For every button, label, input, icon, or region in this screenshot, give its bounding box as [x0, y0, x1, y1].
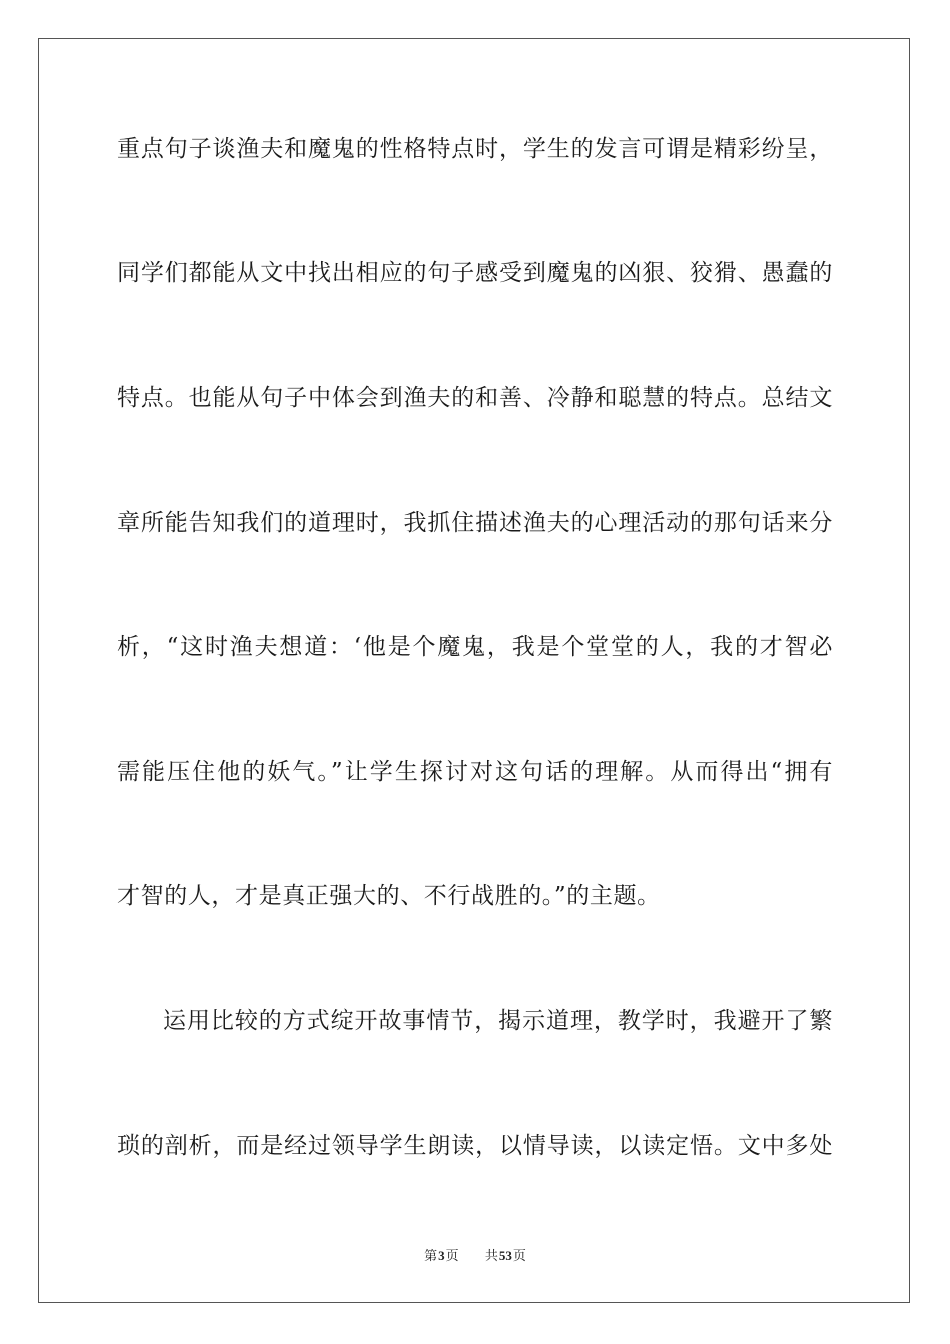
- page-number: 3: [438, 1248, 445, 1263]
- page-frame: [38, 38, 910, 1303]
- text-line-9: 琐的剖析，而是经过领导学生朗读，以情导读，以读定悟。文中多处: [117, 1133, 833, 1159]
- text-line-1: 重点句子谈渔夫和魔鬼的性格特点时，学生的发言可谓是精彩纷呈，: [117, 136, 833, 162]
- page-prefix: 第: [424, 1249, 438, 1264]
- text-line-6: 需能压住他的妖气。”让学生探讨对这句话的理解。从而得出“拥有: [117, 759, 833, 785]
- total-prefix: 共: [484, 1249, 498, 1264]
- text-line-7: 才智的人，才是真正强大的、不行战胜的。”的主题。: [117, 883, 661, 909]
- total-suffix: 页: [512, 1249, 526, 1264]
- total-pages: 53: [498, 1248, 512, 1263]
- text-line-8: 运用比较的方式绽开故事情节，揭示道理，教学时，我避开了繁: [163, 1008, 833, 1034]
- text-line-5: 析，“这时渔夫想道：‘他是个魔鬼，我是个堂堂的人，我的才智必: [117, 634, 833, 660]
- page-number-label: [424, 1247, 459, 1266]
- total-pages-label: [485, 1247, 526, 1266]
- text-line-3: 特点。也能从句子中体会到渔夫的和善、冷静和聪慧的特点。总结文: [117, 385, 833, 411]
- text-line-2: 同学们都能从文中找出相应的句子感受到魔鬼的凶狠、狡猾、愚蠢的: [117, 260, 833, 286]
- page-suffix: 页: [445, 1249, 459, 1264]
- page-footer: [0, 1247, 950, 1266]
- text-line-4: 章所能告知我们的道理时，我抓住描述渔夫的心理活动的那句话来分: [117, 510, 833, 536]
